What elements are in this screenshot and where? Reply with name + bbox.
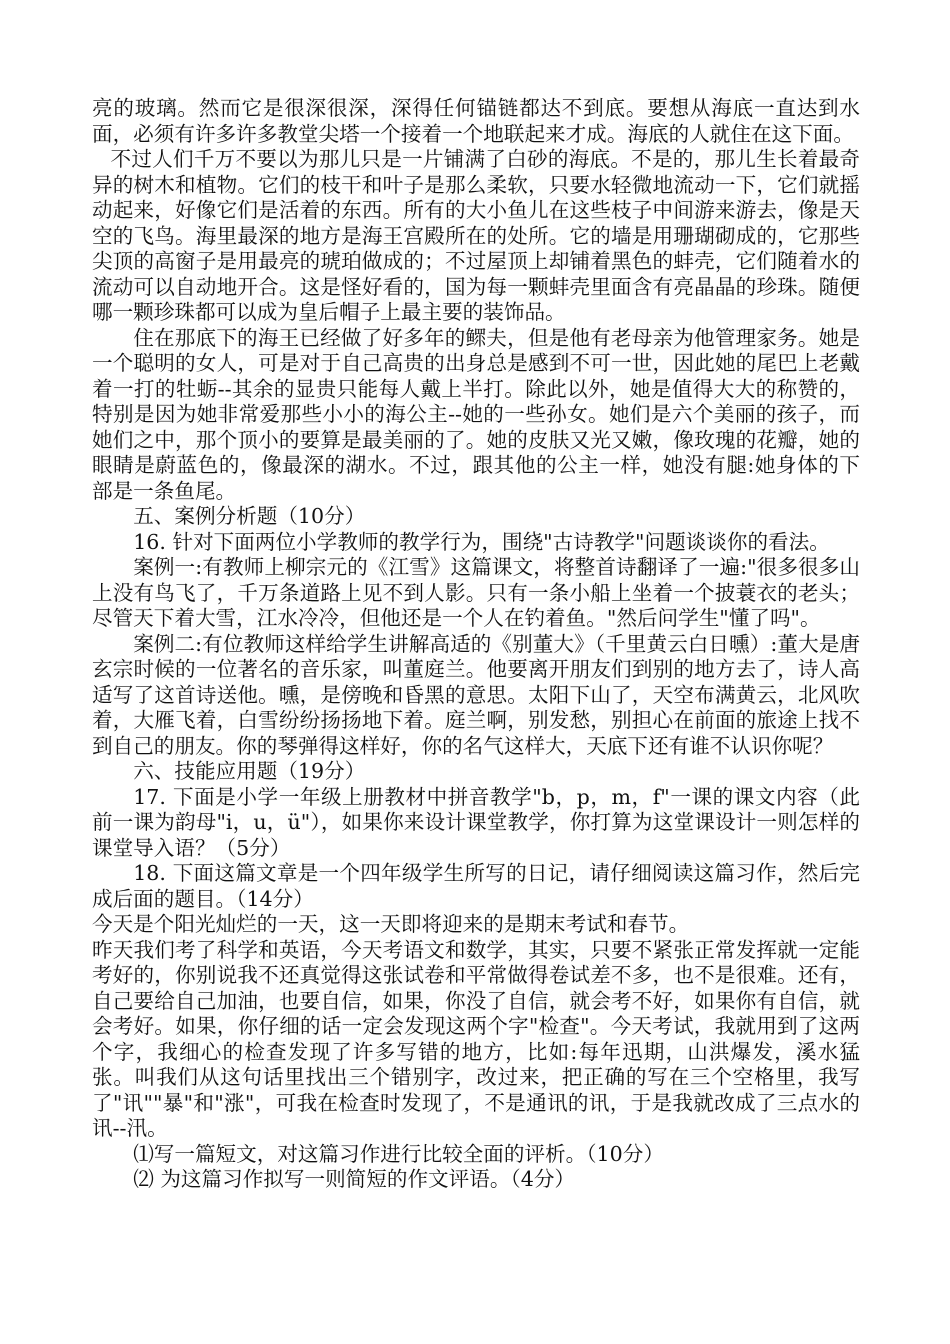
question-17: 17. 下面是小学一年级上册教材中拼音教学"b，p，m，f"一课的课文内容（此前一课为韵母"i，u，ü"），如果你来设计课堂教学，你打算为这堂课设计一则怎样的课堂导入语？（5分） [92, 784, 860, 860]
section-heading-skill-application: 六、技能应用题（19分） [133, 759, 366, 783]
sub-question-2: ⑵ 为这篇习作拟写一则简短的作文评语。（4分） [133, 1167, 576, 1191]
story-paragraph-1: 亮的玻璃。然而它是很深很深，深得任何锚链都达不到底。要想从海底一直达到水面，必须有许多许多教堂尖塔一个接着一个地联起来才成。海底的人就住在这下面。 [92, 96, 860, 146]
story-paragraph-2: 不过人们千万不要以为那儿只是一片铺满了白砂的海底。不是的，那儿生长着最奇异的树木和植物。它们的枝干和叶子是那么柔软，只要水轻微地流动一下，它们就摇动起来，好像它们是活着的东西。所有的大小鱼儿在这些枝子中间游来游去，像是天空的飞鸟。海里最深的地方是海王宫殿所在的处所。它的墙是用珊瑚砌成的，它那些尖顶的高窗子是用最亮的琥珀做成的；不过屋顶上却铺着黑色的蚌壳，它们随着水的流动可以自动地开合。这是怪好看的，国为每一颗蚌壳里面含有亮晶晶的珍珠。随便哪一颗珍珠都可以成为皇后帽子上最主要的装饰品。 [92, 147, 860, 324]
case-two: 案例二:有位教师这样给学生讲解高适的《别董大》（千里黄云白日曛）:董大是唐玄宗时候的一位著名的音乐家，叫董庭兰。他要离开朋友们到别的地方去了，诗人高适写了这首诗送他。曛，是傍晚和昏黑的意思。太阳下山了，天空布满黄云，北风吹着，大雁飞着，白雪纷纷扬扬地下着。庭兰啊，别发愁，别担心在前面的旅途上找不到自己的朋友。你的琴弹得这样好，你的名气这样大，天底下还有谁不认识你呢？ [92, 631, 860, 758]
diary-paragraph-1: 今天是个阳光灿烂的一天，这一天即将迎来的是期末考试和春节。 [92, 912, 690, 936]
question-16: 16. 针对下面两位小学教师的教学行为，围绕"古诗教学"问题谈谈你的看法。 [133, 529, 830, 554]
section-heading-case-analysis: 五、案例分析题（10分） [133, 504, 366, 528]
diary-paragraph-2: 昨天我们考了科学和英语，今天考语文和数学，其实，只要不紧张正常发挥就一定能考好的，你别说我不还真觉得这张试卷和平常做得卷试差不多，也不是很难。还有，自己要给自己加油，也要自信，如果，你没了自信，就会考不好，如果你有自信，就会考好。如果，你仔细的话一定会发现这两个字"检查"。今天考试，我就用到了这两个字，我细心的检查发现了许多写错的地方，比如:每年迅期，山洪爆发，溪水猛张。叫我们从这句话里找出三个错别字，改过来，把正确的写在三个空格里，我写了"讯""暴"和"涨"，可我在检查时发现了，不是通讯的讯，于是我就改成了三点水的讯--汛。 [92, 937, 860, 1140]
case-one: 案例一:有教师上柳宗元的《江雪》这篇课文，将整首诗翻译了一遍:"很多很多山上没有鸟飞了，千万条道路上见不到人影。只有一条小船上坐着一个披蓑衣的老头；尽管天下着大雪，江水冷冷，但他还是一个人在钓着鱼。"然后问学生"懂了吗"。 [92, 555, 860, 630]
sub-question-1: ⑴写一篇短文，对这篇习作进行比较全面的评析。（10分） [133, 1141, 664, 1166]
question-18: 18. 下面这篇文章是一个四年级学生所写的日记，请仔细阅读这篇习作，然后完成后面的题目。（14分） [92, 861, 860, 911]
story-paragraph-3: 住在那底下的海王已经做了好多年的鳏夫，但是他有老母亲为他管理家务。她是一个聪明的女人，可是对于自己高贵的出身总是感到不可一世，因此她的尾巴上老戴着一打的牡蛎--其余的显贵只能每人戴上半打。除此以外，她是值得大大的称赞的，特别是因为她非常爱那些小小的海公主--她的一些孙女。她们是六个美丽的孩子，而她们之中，那个顶小的要算是最美丽的了。她的皮肤又光又嫩，像玫瑰的花瓣，她的眼睛是蔚蓝色的，像最深的湖水。不过，跟其他的公主一样，她没有腿:她身体的下部是一条鱼尾。 [92, 325, 860, 503]
document-body [92, 96, 860, 1193]
